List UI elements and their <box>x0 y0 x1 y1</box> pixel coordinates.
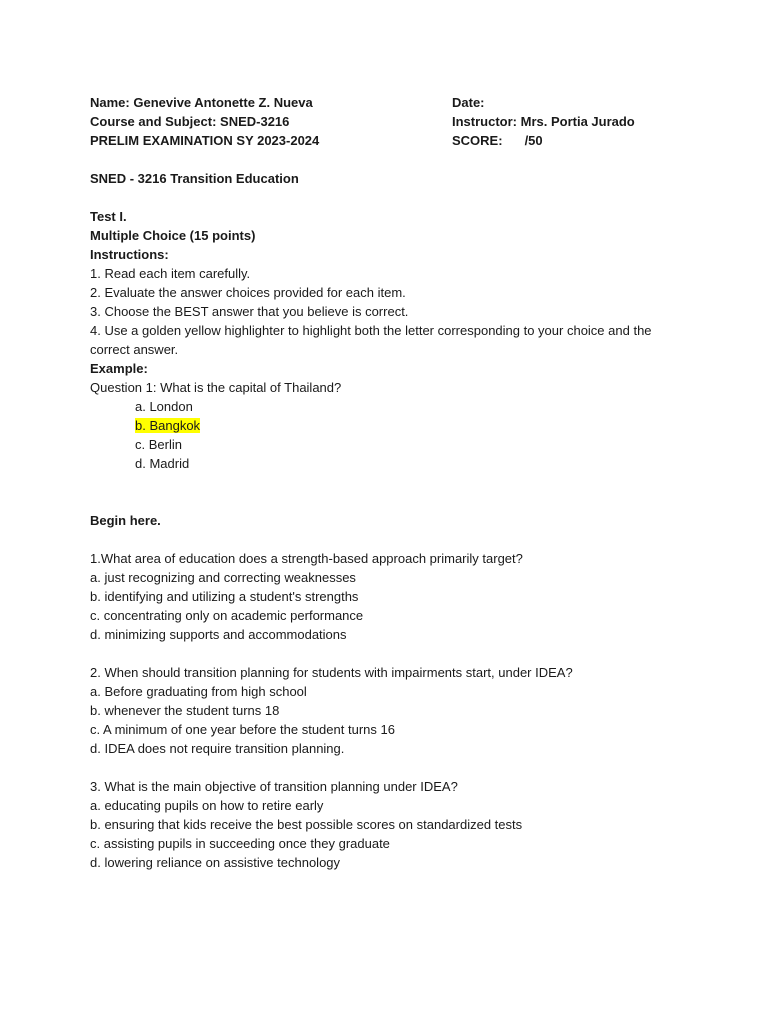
header-row-3 <box>90 131 690 150</box>
choice: d. lowering reliance on assistive technology <box>90 855 341 870</box>
score <box>452 131 543 150</box>
test-title: Test I. <box>90 209 127 224</box>
choice: b. whenever the student turns 18 <box>90 703 280 718</box>
highlighted-answer: b. Bangkok <box>135 418 201 433</box>
instruction-item: 2. Evaluate the answer choices provided for each item. <box>90 285 406 300</box>
example-choice: a. London <box>135 399 193 414</box>
choice: b. ensuring that kids receive the best possible scores on standardized tests <box>90 817 523 832</box>
example-choice: d. Madrid <box>135 456 190 471</box>
question-text: 3. What is the main objective of transition planning under IDEA? <box>90 779 458 794</box>
choice: c. A minimum of one year before the student turns 16 <box>90 722 395 737</box>
instructions-label: Instructions: <box>90 247 169 262</box>
subject-title: SNED - 3216 Transition Education <box>90 171 299 186</box>
date-label: Date: <box>452 95 485 110</box>
exam-title: PRELIM EXAMINATION SY 2023-2024 <box>90 133 320 148</box>
test-type: Multiple Choice (15 points) <box>90 228 256 243</box>
instruction-item: 4. Use a golden yellow highlighter to highlight both the letter corresponding to your choice and the correct answer. <box>90 323 652 357</box>
header-row-1 <box>90 93 690 112</box>
choice: b. identifying and utilizing a student's strengths <box>90 589 359 604</box>
choice: d. IDEA does not require transition planning. <box>90 741 345 756</box>
choice: a. Before graduating from high school <box>90 684 307 699</box>
question-text: 2. When should transition planning for students with impairments start, under IDEA? <box>90 665 573 680</box>
example-question: Question 1: What is the capital of Thailand? <box>90 380 342 395</box>
question-block <box>90 663 690 758</box>
example-label: Example: <box>90 361 148 376</box>
question-text: 1.What area of education does a strength-based approach primarily target? <box>90 551 523 566</box>
example-choice-highlighted <box>90 416 690 435</box>
instruction-item: 1. Read each item carefully. <box>90 266 251 281</box>
student-name: Name: Genevive Antonette Z. Nueva <box>90 95 313 110</box>
exam-page <box>90 93 690 872</box>
choice: c. assisting pupils in succeeding once they graduate <box>90 836 390 851</box>
score-value: /50 <box>524 133 543 148</box>
choice: a. just recognizing and correcting weaknesses <box>90 570 356 585</box>
choice: d. minimizing supports and accommodations <box>90 627 347 642</box>
choice: c. concentrating only on academic performance <box>90 608 364 623</box>
question-block <box>90 777 690 872</box>
example-choice: c. Berlin <box>135 437 182 452</box>
instructor: Instructor: Mrs. Portia Jurado <box>452 114 635 129</box>
score-label: SCORE: <box>452 133 503 148</box>
instruction-item: 3. Choose the BEST answer that you believe is correct. <box>90 304 409 319</box>
course-subject: Course and Subject: SNED-3216 <box>90 114 290 129</box>
header-row-2 <box>90 112 690 131</box>
choice: a. educating pupils on how to retire early <box>90 798 324 813</box>
question-block <box>90 549 690 644</box>
begin-label: Begin here. <box>90 513 161 528</box>
